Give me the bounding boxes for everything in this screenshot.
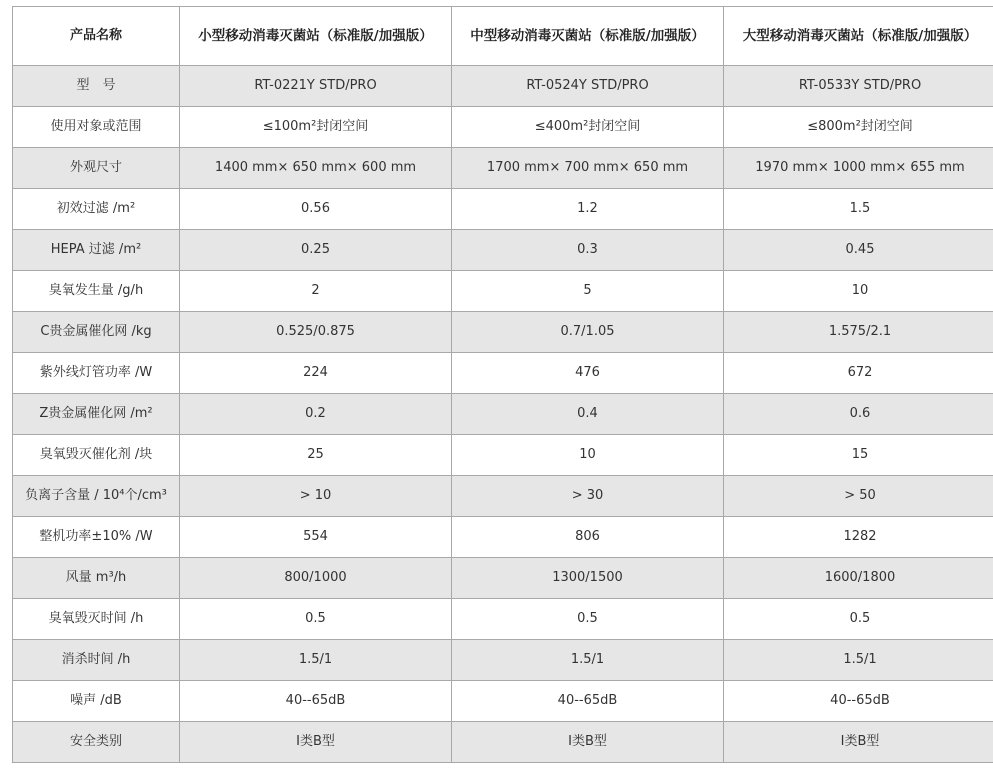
row-label: 使用对象或范围: [13, 107, 180, 148]
value-medium: 1.2: [452, 189, 724, 230]
value-medium: > 30: [452, 476, 724, 517]
table-row: [13, 681, 993, 722]
value-small: 2: [180, 271, 452, 312]
value-small: I类B型: [180, 722, 452, 763]
table-row: [13, 394, 993, 435]
value-small: 25: [180, 435, 452, 476]
table-row: [13, 640, 993, 681]
value-medium: 40--65dB: [452, 681, 724, 722]
value-medium: 1.5/1: [452, 640, 724, 681]
value-large: 40--65dB: [724, 681, 993, 722]
value-small: 224: [180, 353, 452, 394]
table-row: [13, 66, 993, 107]
value-large: 0.45: [724, 230, 993, 271]
table-row: [13, 353, 993, 394]
value-small: > 10: [180, 476, 452, 517]
value-small: 0.5: [180, 599, 452, 640]
value-medium: 0.4: [452, 394, 724, 435]
value-large: 0.5: [724, 599, 993, 640]
value-small: 800/1000: [180, 558, 452, 599]
value-small: 1400 mm× 650 mm× 600 mm: [180, 148, 452, 189]
table-row: [13, 435, 993, 476]
table-row: [13, 230, 993, 271]
header-model-large: 大型移动消毒灭菌站（标准版/加强版）: [724, 7, 993, 66]
row-label: 整机功率±10% /W: [13, 517, 180, 558]
value-medium: I类B型: [452, 722, 724, 763]
table-row: [13, 148, 993, 189]
row-label: 臭氧发生量 /g/h: [13, 271, 180, 312]
value-small: 554: [180, 517, 452, 558]
row-label: 噪声 /dB: [13, 681, 180, 722]
value-small: ≤100m²封闭空间: [180, 107, 452, 148]
value-small: 0.25: [180, 230, 452, 271]
table-row: [13, 476, 993, 517]
row-label: HEPA 过滤 /m²: [13, 230, 180, 271]
spec-table-body: [13, 7, 993, 763]
table-row: [13, 107, 993, 148]
header-label-cell: 产品名称: [13, 7, 180, 66]
value-large: RT-0533Y STD/PRO: [724, 66, 993, 107]
value-medium: 0.5: [452, 599, 724, 640]
value-medium: ≤400m²封闭空间: [452, 107, 724, 148]
value-large: 672: [724, 353, 993, 394]
value-medium: 5: [452, 271, 724, 312]
value-medium: 1700 mm× 700 mm× 650 mm: [452, 148, 724, 189]
value-small: 0.56: [180, 189, 452, 230]
row-label: 外观尺寸: [13, 148, 180, 189]
row-label: 风量 m³/h: [13, 558, 180, 599]
value-large: 10: [724, 271, 993, 312]
value-large: 15: [724, 435, 993, 476]
value-large: 1.5/1: [724, 640, 993, 681]
table-row: [13, 558, 993, 599]
value-medium: RT-0524Y STD/PRO: [452, 66, 724, 107]
value-small: 40--65dB: [180, 681, 452, 722]
row-label: 型 号: [13, 66, 180, 107]
table-header-row: [13, 7, 993, 66]
value-large: 1.575/2.1: [724, 312, 993, 353]
table-row: [13, 189, 993, 230]
table-row: [13, 722, 993, 763]
value-large: ≤800m²封闭空间: [724, 107, 993, 148]
row-label: 安全类别: [13, 722, 180, 763]
value-large: 1600/1800: [724, 558, 993, 599]
value-medium: 806: [452, 517, 724, 558]
value-large: 0.6: [724, 394, 993, 435]
value-small: 0.2: [180, 394, 452, 435]
row-label: 臭氧毁灭催化剂 /块: [13, 435, 180, 476]
value-small: 1.5/1: [180, 640, 452, 681]
value-medium: 1300/1500: [452, 558, 724, 599]
row-label: 臭氧毁灭时间 /h: [13, 599, 180, 640]
value-medium: 0.3: [452, 230, 724, 271]
value-medium: 476: [452, 353, 724, 394]
row-label: 紫外线灯管功率 /W: [13, 353, 180, 394]
value-large: > 50: [724, 476, 993, 517]
value-large: 1970 mm× 1000 mm× 655 mm: [724, 148, 993, 189]
table-row: [13, 599, 993, 640]
value-medium: 0.7/1.05: [452, 312, 724, 353]
row-label: 负离子含量 / 10⁴个/cm³: [13, 476, 180, 517]
value-large: I类B型: [724, 722, 993, 763]
header-model-medium: 中型移动消毒灭菌站（标准版/加强版）: [452, 7, 724, 66]
product-spec-table: [12, 6, 993, 763]
row-label: 消杀时间 /h: [13, 640, 180, 681]
header-model-small: 小型移动消毒灭菌站（标准版/加强版）: [180, 7, 452, 66]
row-label: C贵金属催化网 /kg: [13, 312, 180, 353]
row-label: 初效过滤 /m²: [13, 189, 180, 230]
value-large: 1282: [724, 517, 993, 558]
table-row: [13, 517, 993, 558]
table-row: [13, 271, 993, 312]
value-small: RT-0221Y STD/PRO: [180, 66, 452, 107]
value-large: 1.5: [724, 189, 993, 230]
row-label: Z贵金属催化网 /m²: [13, 394, 180, 435]
value-medium: 10: [452, 435, 724, 476]
table-row: [13, 312, 993, 353]
value-small: 0.525/0.875: [180, 312, 452, 353]
